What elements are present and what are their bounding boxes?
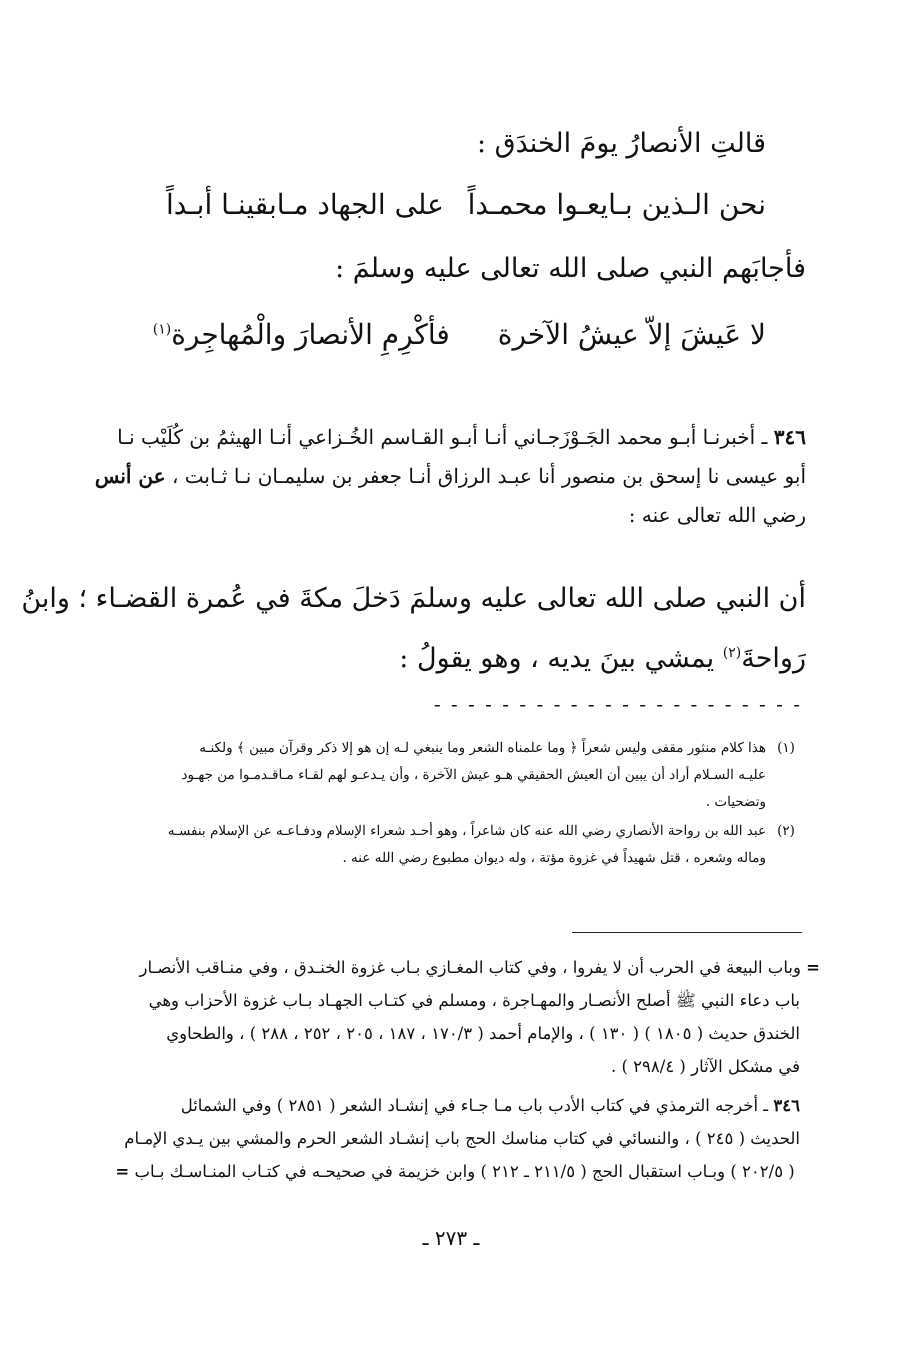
takhrij-line [90, 1155, 820, 1188]
footnote-ref: (١) [152, 321, 172, 338]
hadith-matn [21, 572, 806, 686]
hadith-number: ٣٤٦ [773, 425, 806, 449]
matn-text: يمشي بينَ يديه ، وهو يقولُ : [399, 643, 715, 674]
takhrij-line: في مشكل الآثار ( ٢٩٨/٤ ) . [611, 1057, 800, 1076]
poem-intro: قالتِ الأنصارُ يومَ الخندَق : [477, 128, 766, 159]
takhrij-notes [90, 951, 820, 1188]
verse-hemistich [153, 318, 450, 351]
matn-line [86, 626, 806, 686]
hadith-isnad [96, 418, 806, 535]
poem-verse-2 [126, 318, 766, 351]
takhrij-line: باب دعاء النبي ﷺ أصلح الأنصـار والمهـاجرة ، ومسلم في كتـاب الجهـاد بـاب غزوة الأحزاب وهي [148, 991, 800, 1010]
footnote-separator [572, 932, 802, 933]
verse-hemistich-text: فأكْرِمِ الأنصارَ والْمُهاجِرة [171, 318, 450, 351]
footnote [106, 735, 806, 816]
footnote-line: هذا كلام منثور مقفى وليس شعراً ﴿ وما علمناه الشعر وما ينبغي لـه إن هو إلا ذكر وقرآن مبين ﴾ ولكنـه [199, 740, 766, 756]
continuation-mark: = [115, 1162, 130, 1181]
isnad-line: رضي الله تعالى عنه : [628, 503, 806, 527]
takhrij-text: ( ٢٠٢/٥ ) وبـاب استقبال الحج ( ٢١١/٥ ـ ٢١٢ ) وابن خزيمة في صحيحـه في كتـاب المنـاسـك بـاب [134, 1162, 795, 1181]
footnotes [106, 735, 806, 872]
footnote-number: (١) [777, 740, 795, 756]
footnote-ref: (٢) [722, 645, 742, 661]
footnote-line: عليـه السـلام أراد أن يبين أن العيش الحقيقي هـو عيش الآخرة ، وأن يـدعـو لهم لقـاء مـاقـدمـوا من جهـود [181, 767, 766, 783]
takhrij-text: وباب البيعة في الحرب أن لا يفروا ، وفي كتاب المغـازي بـاب غزوة الخنـدق ، وفي منـاقب الأنصـار [139, 958, 801, 977]
takhrij-line [90, 1089, 820, 1122]
matn-line: أن النبي صلى الله تعالى عليه وسلمَ دَخلَ مكةَ في عُمرة القضـاء ؛ وابنُ [21, 583, 806, 614]
footnote-text [106, 818, 766, 872]
isnad-line [96, 457, 806, 496]
continuation-dashes: - - - - - - - - - - - - - - - - - - - - - - [433, 692, 802, 716]
isnad-text: أبو عيسى نا إسحق بن منصور أنا عبـد الرزاق أنـا جعفر بن سليمـان نـا ثـابت ، [171, 464, 806, 488]
poem-verse-1 [166, 188, 766, 221]
takhrij-line [90, 951, 820, 984]
narrator-name: عن أنس [94, 464, 166, 488]
verse-hemistich: على الجهاد مـابقينـا أبـداً [166, 188, 444, 221]
takhrij-line: الحديث ( ٢٤٥ ) ، والنسائي في كتاب مناسك الحج باب إنشـاد الشعر الحرم والمشي بين يـدي الإمـام [124, 1129, 800, 1148]
continuation-mark: = [806, 958, 820, 977]
verse-hemistich: نحن الـذين بـايعـوا محمـداً [467, 188, 766, 221]
poem-intro: فأجابَهم النبي صلى الله تعالى عليه وسلمَ : [335, 253, 806, 284]
matn-text: رَواحةَ [741, 643, 806, 674]
footnote [106, 818, 806, 872]
page-number: ـ ٢٧٣ ـ [422, 1226, 480, 1250]
isnad-text: ـ أخبرنـا أبـو محمد الجَـوْزَجـاني أنـا أبـو القـاسم الخُـزاعي أنـا الهيثمُ بن كُلَيْب نـا [117, 425, 768, 449]
footnote-number: (٢) [777, 823, 795, 839]
footnote-line: وماله وشعره ، قتل شهيداً في غزوة مؤتة ، وله ديوان مطبوع رضي الله عنه . [342, 850, 766, 866]
verse-hemistich: لا عَيشَ إلاّ عيشُ الآخرة [497, 318, 766, 351]
takhrij-line: الخندق حديث ( ١٨٠٥ ) ( ١٣٠ ) ، والإمام أحمد ( ١٧٠/٣ ، ١٨٧ ، ٢٠٥ ، ٢٥٢ ، ٢٨٨ ) ، والطحاوي [166, 1024, 800, 1043]
takhrij-text: ـ أخرجه الترمذي في كتاب الأدب باب مـا جـاء في إنشـاد الشعر ( ٢٨٥١ ) وفي الشمائل [180, 1096, 769, 1115]
hadith-number: ٣٤٦ [773, 1096, 800, 1115]
footnote-line: وتضحيات . [705, 794, 766, 810]
isnad-line [96, 418, 806, 457]
footnote-text [106, 735, 766, 816]
footnote-line: عبد الله بن رواحة الأنصاري رضي الله عنه كان شاعراً ، وهو أحـد شعراء الإسلام ودفـاعـه عن الإسلام بنفسـه [167, 823, 766, 839]
